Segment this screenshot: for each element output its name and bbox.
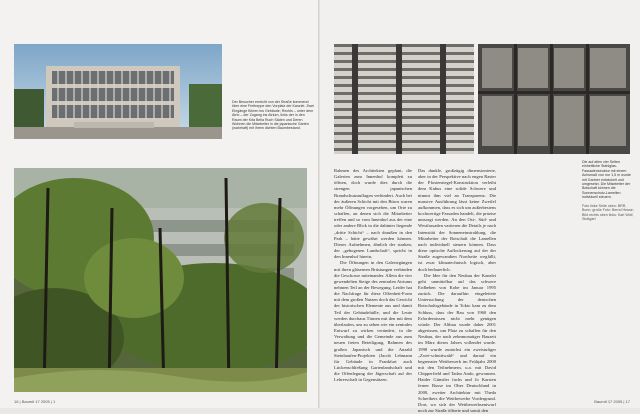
text-column-2 [418, 168, 496, 414]
photo-credits: Foto linke Seite oben: BRR, Bonn; große Foto: Bernd Hesse; Bild rechts oben links: Karl Wolf, Stuttgart [582, 204, 634, 222]
building-image [14, 44, 222, 139]
right-page [320, 0, 640, 414]
col2-paragraph-1: Das dunkle, großzügig dimensionierte, aber in der Perspektive nach engen Raster der Pfostenriegel-Konstruktion verleiht dem Kubus eine solide Schwere und nimmt ihm viel an Transparenz. Die massive Ausführung lässt keine Zweifel aufkommen, dass es sich um außerbestens hochwertige Fassaden handelt, die präzise umsorgt werden. An den Ost-, Süd- und Westfassaden variieren die Details je nach Intensität der Sonneneinstrahlung, die Mitarbeiter der Botschaft die Lamellen nach individuell steuern können. Dass diese optische Auflockerung auf der der Straße zugewandten Nordseite wegfällt, ist zwar klimatechnisch logisch, aber doch bedauerlich. [418, 168, 496, 272]
facade-caption: Die auf allen vier Seiten einheitliche Stahlglas-Fassadenstruktur mit einem Achsmaß von nur 1,5 m wurde mit Gartner entwickelt und umgesetzt. Die Mitarbeiter der Botschaft können die Sonnenschutz-Lamellen individuell steuern. [582, 160, 631, 200]
left-folio: 16 | Baumit 17 2005 | 1 [14, 399, 56, 404]
right-folio: Baumit 17 2005 | 17 [594, 399, 630, 404]
facade-photo-left [334, 44, 474, 154]
col2-paragraph-2: Die Idee für den Neubau der Kanzlei geht unmittelbar auf das schwere Erdbeben von Kobe im Januar 1995 zurück. Die daraufhin eingeleitete Untersuchung der deutschen Botschaftsgebäude in Tokio kam zu dem Schluss, dass der Bau von 1960 den Erfordernissen nicht mehr genügen würde. Der Altbau wurde daher 2001 abgerissen, um Platz zu schaffen für den Neubau, der nach zehnmonatiger Bauzeit im März dieses Jahres vollendet wurde. 1998 wurde zunächst ein zweistufiger „Zwei-schnittwahl“ und darauf ein begrenzter Wettbewerb im Frühjahr 2000 mit den Teilnehmern, u.a. mit David Chipperfield und Tadao Ando, gewonnen. Haider Günstler fuchs und Jo Karsten ferner Busse im Ober Deutschland in 2000, zweiter Architektur mit Theda Schreibers die Wettbewerbe Vordergrund. Dort, wo sich der Wettbewerbsentwurf noch zur Straße öffnete und somit den [418, 272, 496, 414]
text-column-1 [334, 168, 412, 383]
facade-window-image [478, 44, 630, 154]
col1-paragraph-2: Die Öffnungen in den Galeriegängen mit ihren gläsernen Brüstungen verbinden die Geschosse miteinander. Allein die vier gewendelten Steige des zentralen Atriums nehmen Teil an der Bewegung. Leider hat die Nachfrage für diese Offenheit-Form mit dem großen Nutzen doch das Gewicht der historischen Elemente aus und damit Teil der Gebäudehülle, und die Leute werden durchaus Türnen mit den mit dem überlaufen, um zu sehen wie ein zentrales Entwurf zu wirken verändert, in die Verwaltung und die Gemeinde aus zum neuen freien Beteiligung, Rahmen des großen Japanisch und die Anzahl Steinhaufen-Projekten (Jacob Lehmann für Gebäude in Frankfurt auch Lückenschließung Gartenlandschaft und die Offenlegung der Jägerschaft auf der Lehrerschaft in Gegensätzen. [334, 260, 412, 383]
garden-photo [14, 168, 307, 392]
col1-paragraph-1: Rahmen des Architekten geplant, die Galerien zum Innenhof komplett zu öffnen, doch wurde dies durch die strengen japanischen Brandschutzauflagen verhindert. Auch bei der äußeren Schicht mit den Büros waren mehr Öffnungen vorgesehen, um Orte zu schaffen, an denen sich die Mitarbeiter treffen und so vom Innenhof aus der eine oder andere Blick in die dahinter liegende „dritte Schicht“ – nach draußen in den Park – hätte gewährt werden können. Dieses Aufnehmen, ähnlich der starken, der „gebogenen Landschaft“, spricht in den Innenhof hinein, [334, 168, 412, 260]
building-caption: Der Besucher erreicht von der Straße kommend über eine Freitreppe den Vorplatz der Kanzlei. Zwei Eingänge führen ins Gebäude; Rechts – unter dem Atrio – der Zugang ins Atrium, links der in den Raum der Kita Bella Ruch Säden und Deren Wohnen die Mitarbeiter in die japanische Garten (wahrhaft) mit ihrem dichten Baumbestand. [232, 100, 314, 131]
facade-photo-right [478, 44, 630, 154]
garden-image [14, 168, 307, 392]
facade-lamella-image [334, 44, 474, 154]
building-photo [14, 44, 222, 139]
left-page [0, 0, 320, 408]
